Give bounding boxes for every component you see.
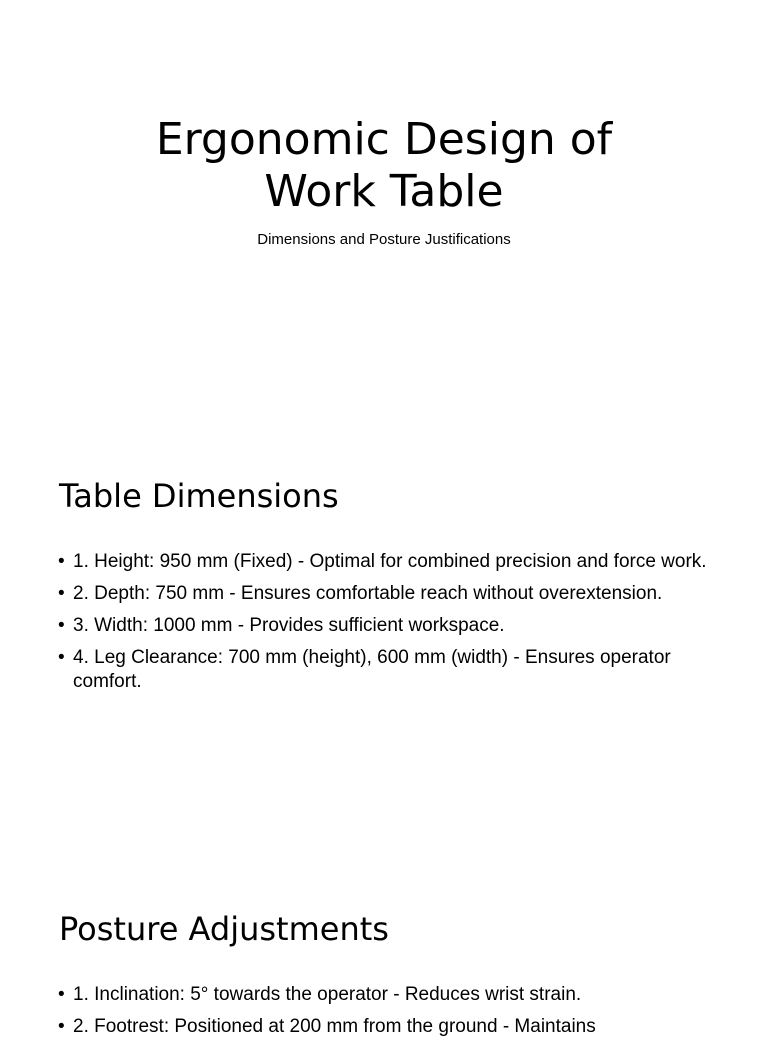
bullet-icon: • [58, 1016, 65, 1037]
bullet-icon: • [58, 615, 65, 636]
bullet-icon: • [58, 647, 65, 668]
list-item-text: 3. Width: 1000 mm - Provides sufficient workspace. [73, 615, 505, 636]
bullet-icon: • [58, 551, 65, 572]
bullet-icon: • [58, 583, 65, 604]
list-item [58, 614, 718, 638]
list-item [58, 550, 718, 574]
list-item [58, 582, 718, 606]
posture-adjustments-heading: Posture Adjustments [59, 910, 389, 948]
list-item [58, 983, 718, 1007]
title-line-1: Ergonomic Design of [155, 114, 613, 165]
table-dimensions-list [58, 550, 718, 702]
bullet-icon: • [58, 984, 65, 1005]
list-item-text: 2. Footrest: Positioned at 200 mm from the ground - Maintains [73, 1016, 596, 1037]
slide-subtitle: Dimensions and Posture Justifications [257, 231, 511, 248]
title-line-2: Work Table [264, 166, 504, 217]
posture-adjustments-list [58, 983, 718, 1047]
list-item-text: 4. Leg Clearance: 700 mm (height), 600 mm (width) - Ensures operator comfort. [73, 647, 671, 692]
list-item [58, 646, 718, 694]
list-item-text: 1. Inclination: 5° towards the operator - Reduces wrist strain. [73, 984, 582, 1005]
table-dimensions-heading: Table Dimensions [59, 477, 339, 515]
list-item-text: 2. Depth: 750 mm - Ensures comfortable reach without overextension. [73, 583, 663, 604]
list-item-text: 1. Height: 950 mm (Fixed) - Optimal for combined precision and force work. [73, 551, 707, 572]
list-item [58, 1015, 718, 1039]
slide-title [0, 114, 768, 218]
